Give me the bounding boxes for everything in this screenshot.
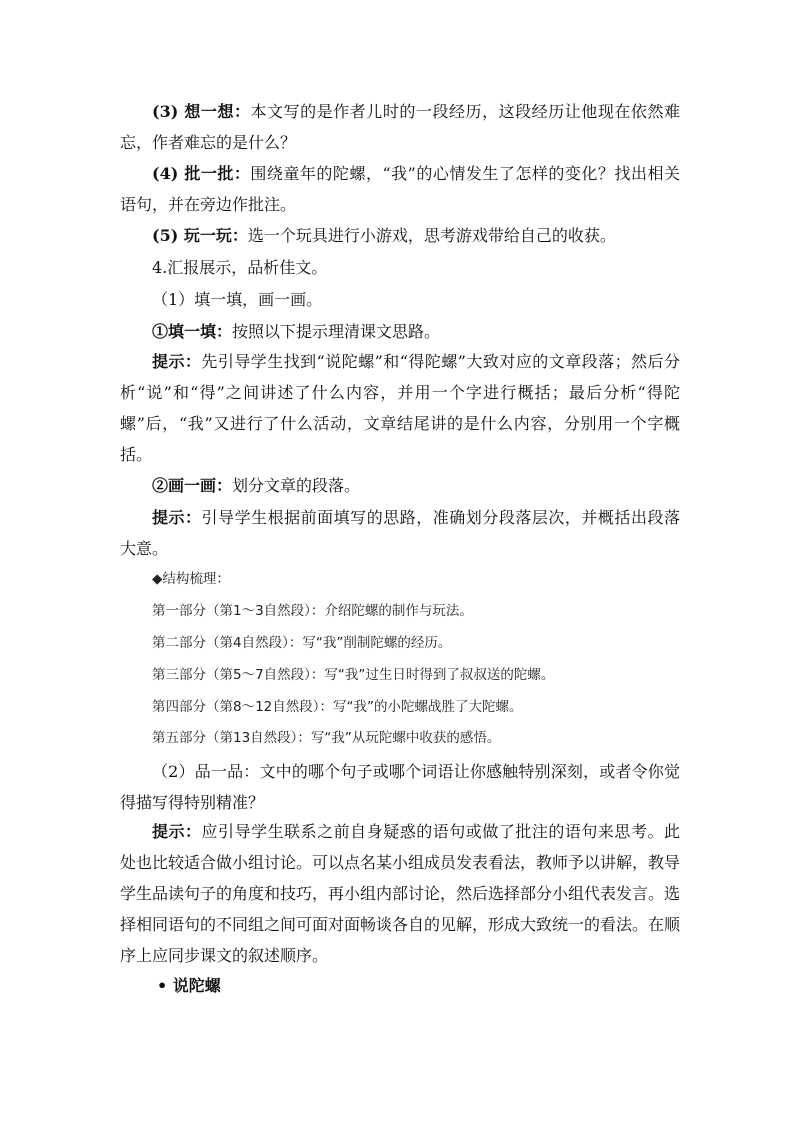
hint-1-text: 先引导学生找到“说陀螺”和“得陀螺”大致对应的文章段落；然后分析“说”和“得”之间讲述了什么内容，并用一个字进行概括；最后分析“得陀螺”后，“我”又进行了什么活动，文章结尾讲的是什么内容，分别用一个字概括。 <box>120 352 680 464</box>
question-5-label: (5) 玩一玩： <box>152 226 248 245</box>
structure-item: 第二部分（第4自然段）：写“我”削制陀螺的经历。 <box>152 635 452 651</box>
structure-title: ◆结构梳理： <box>152 571 230 587</box>
hint-2-text: 引导学生根据前面填写的思路，准确划分段落层次，并概括出段落大意。 <box>120 508 680 558</box>
structure-item: 第五部分（第13自然段）：写“我”从玩陀螺中收获的感悟。 <box>152 730 501 746</box>
draw-task <box>120 470 680 501</box>
question-4-text: 围绕童年的陀螺，“我”的心情发生了怎样的变化？找出相关语句，并在旁边作批注。 <box>120 164 680 214</box>
question-5-text: 选一个玩具进行小游戏，思考游戏带给自己的收获。 <box>247 226 616 245</box>
structure-item: 第三部分（第5～7自然段）：写“我”过生日时得到了叔叔送的陀螺。 <box>152 667 555 683</box>
question-4-label: (4) 批一批： <box>152 164 251 183</box>
question-3-text: 本文写的是作者儿时的一段经历，这段经历让他现在依然难忘，作者难忘的是什么？ <box>120 102 680 152</box>
question-3-label: (3) 想一想： <box>152 102 251 121</box>
subsection-2-question: （2）品一品：文中的哪个句子或哪个词语让你感触特别深刻，或者令你觉得描写得特别精准？ <box>120 762 680 812</box>
question-5 <box>120 220 680 251</box>
structure-item: 第一部分（第1～3自然段）：介绍陀螺的制作与玩法。 <box>152 603 473 619</box>
fill-in-label: ①填一填： <box>152 322 233 341</box>
hint-2-label: 提示： <box>152 508 202 527</box>
draw-text: 划分文章的段落。 <box>232 476 361 495</box>
hint-2 <box>120 502 680 564</box>
bullet-section-text: • 说陀螺 <box>157 976 221 995</box>
hint-3-text: 应引导学生联系之前自身疑惑的语句或做了批注的语句来思考。此处也比较适合做小组讨论。可以点名某小组成员发表看法，教师予以讲解，教导学生品读句子的角度和技巧，再小组内部讨论，然后选择部分小组代表发言。选择相同语句的不同组之间可面对面畅谈各自的见解，形成大致统一的看法。在顺序上应同步课文的叙述顺序。 <box>120 822 681 965</box>
hint-1 <box>120 346 680 470</box>
step-4-heading: 4.汇报展示，品析佳文。 <box>152 258 328 277</box>
bullet-section-heading <box>157 970 357 1001</box>
fill-in-text: 按照以下提示理清课文思路。 <box>232 322 441 341</box>
draw-label: ②画一画： <box>152 476 233 495</box>
hint-1-label: 提示： <box>152 352 202 371</box>
question-4 <box>120 158 680 220</box>
structure-item: 第四部分（第8～12自然段）：写“我”的小陀螺战胜了大陀螺。 <box>152 699 523 715</box>
fill-in-task <box>120 316 680 347</box>
hint-3 <box>120 816 680 971</box>
subsection-1-heading: （1）填一填，画一画。 <box>152 290 323 309</box>
hint-3-label: 提示： <box>152 822 202 841</box>
question-3 <box>120 96 680 158</box>
